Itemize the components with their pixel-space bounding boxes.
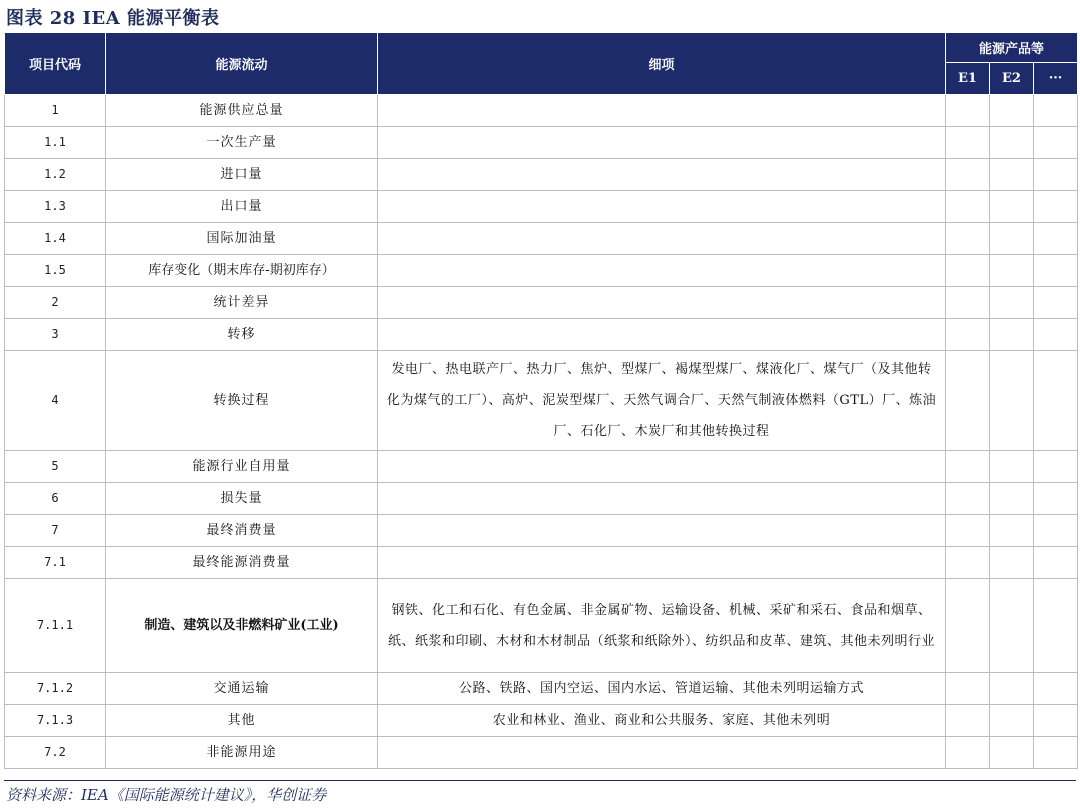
row-detail: [378, 451, 946, 483]
figure-caption: 图表 28 IEA 能源平衡表: [6, 8, 220, 29]
row-flow: 库存变化（期末库存-期初库存）: [106, 255, 378, 287]
cell-e2: [990, 191, 1034, 223]
row-flow: 能源行业自用量: [106, 451, 378, 483]
header-detail: 细项: [378, 33, 946, 95]
table-row: [5, 351, 1078, 451]
cell-more: [1034, 319, 1078, 351]
row-flow: 其他: [106, 705, 378, 737]
cell-more: [1034, 287, 1078, 319]
cell-more: [1034, 579, 1078, 673]
table-row: [5, 287, 1078, 319]
header-e2: E2: [990, 63, 1034, 95]
cell-more: [1034, 673, 1078, 705]
row-code: 6: [5, 483, 106, 515]
cell-e2: [990, 255, 1034, 287]
row-detail: [378, 95, 946, 127]
row-detail: [378, 255, 946, 287]
cell-e2: [990, 159, 1034, 191]
cell-e2: [990, 547, 1034, 579]
table-row: [5, 319, 1078, 351]
cell-e1: [946, 705, 990, 737]
cell-more: [1034, 351, 1078, 451]
cell-e1: [946, 737, 990, 769]
cell-e2: [990, 515, 1034, 547]
table-row: [5, 451, 1078, 483]
cell-e1: [946, 319, 990, 351]
table-row: [5, 483, 1078, 515]
header-flow: 能源流动: [106, 33, 378, 95]
cell-more: [1034, 515, 1078, 547]
cell-e1: [946, 287, 990, 319]
cell-e1: [946, 95, 990, 127]
table-row: [5, 515, 1078, 547]
row-detail: [378, 223, 946, 255]
row-detail: 钢铁、化工和石化、有色金属、非金属矿物、运输设备、机械、采矿和采石、食品和烟草、纸、纸浆和印刷、木材和木材制品（纸浆和纸除外）、纺织品和皮革、建筑、其他未列明行业: [378, 579, 946, 673]
row-flow: 出口量: [106, 191, 378, 223]
table-row: [5, 223, 1078, 255]
row-flow: 统计差异: [106, 287, 378, 319]
row-code: 1.4: [5, 223, 106, 255]
row-code: 1.5: [5, 255, 106, 287]
row-flow: 国际加油量: [106, 223, 378, 255]
cell-more: [1034, 451, 1078, 483]
row-flow: 交通运输: [106, 673, 378, 705]
table-row: [5, 159, 1078, 191]
table-row: [5, 705, 1078, 737]
cell-e1: [946, 127, 990, 159]
row-detail: [378, 287, 946, 319]
cell-e2: [990, 673, 1034, 705]
cell-e1: [946, 673, 990, 705]
table-row: [5, 547, 1078, 579]
cell-more: [1034, 95, 1078, 127]
row-detail: [378, 319, 946, 351]
row-code: 7: [5, 515, 106, 547]
table-row: [5, 255, 1078, 287]
source-note: 资料来源：IEA《国际能源统计建议》，华创证券: [6, 786, 327, 804]
cell-e2: [990, 319, 1034, 351]
row-code: 7.1.2: [5, 673, 106, 705]
table-row: [5, 127, 1078, 159]
energy-balance-table: [4, 32, 1078, 769]
row-detail: [378, 483, 946, 515]
cell-e1: [946, 579, 990, 673]
row-code: 7.1.3: [5, 705, 106, 737]
cell-e1: [946, 483, 990, 515]
row-detail: [378, 191, 946, 223]
row-detail: [378, 159, 946, 191]
row-flow: 损失量: [106, 483, 378, 515]
cell-e2: [990, 737, 1034, 769]
row-flow: 能源供应总量: [106, 95, 378, 127]
row-detail: [378, 515, 946, 547]
cell-e1: [946, 191, 990, 223]
row-detail: 农业和林业、渔业、商业和公共服务、家庭、其他未列明: [378, 705, 946, 737]
cell-e2: [990, 95, 1034, 127]
row-flow: 一次生产量: [106, 127, 378, 159]
row-code: 3: [5, 319, 106, 351]
row-flow: 转换过程: [106, 351, 378, 451]
row-flow: 制造、建筑以及非燃料矿业(工业): [106, 579, 378, 673]
cell-e1: [946, 451, 990, 483]
cell-more: [1034, 483, 1078, 515]
cell-e2: [990, 287, 1034, 319]
row-flow: 非能源用途: [106, 737, 378, 769]
cell-e2: [990, 483, 1034, 515]
cell-e2: [990, 127, 1034, 159]
header-more: ···: [1034, 63, 1078, 95]
cell-e2: [990, 223, 1034, 255]
row-code: 5: [5, 451, 106, 483]
cell-more: [1034, 737, 1078, 769]
row-flow: 转移: [106, 319, 378, 351]
cell-e2: [990, 579, 1034, 673]
header-products: 能源产品等: [946, 33, 1078, 63]
table-row: [5, 95, 1078, 127]
row-detail: 公路、铁路、国内空运、国内水运、管道运输、其他未列明运输方式: [378, 673, 946, 705]
cell-e1: [946, 351, 990, 451]
table-row: [5, 191, 1078, 223]
row-detail: [378, 127, 946, 159]
row-code: 7.1: [5, 547, 106, 579]
cell-e1: [946, 255, 990, 287]
cell-more: [1034, 547, 1078, 579]
table-row: [5, 579, 1078, 673]
cell-more: [1034, 191, 1078, 223]
header-code: 项目代码: [5, 33, 106, 95]
cell-e2: [990, 451, 1034, 483]
source-divider: [4, 780, 1076, 781]
row-code: 2: [5, 287, 106, 319]
row-code: 4: [5, 351, 106, 451]
cell-more: [1034, 705, 1078, 737]
row-code: 1: [5, 95, 106, 127]
cell-e1: [946, 547, 990, 579]
row-detail: [378, 737, 946, 769]
cell-more: [1034, 127, 1078, 159]
row-code: 7.1.1: [5, 579, 106, 673]
table-row: [5, 673, 1078, 705]
row-detail: [378, 547, 946, 579]
header-e1: E1: [946, 63, 990, 95]
table-row: [5, 737, 1078, 769]
row-flow: 进口量: [106, 159, 378, 191]
cell-e1: [946, 515, 990, 547]
row-code: 1.1: [5, 127, 106, 159]
cell-more: [1034, 159, 1078, 191]
row-flow: 最终消费量: [106, 515, 378, 547]
row-flow: 最终能源消费量: [106, 547, 378, 579]
cell-e2: [990, 351, 1034, 451]
cell-more: [1034, 255, 1078, 287]
row-code: 1.2: [5, 159, 106, 191]
row-code: 7.2: [5, 737, 106, 769]
cell-e1: [946, 159, 990, 191]
cell-e2: [990, 705, 1034, 737]
cell-more: [1034, 223, 1078, 255]
row-code: 1.3: [5, 191, 106, 223]
cell-e1: [946, 223, 990, 255]
row-detail: 发电厂、热电联产厂、热力厂、焦炉、型煤厂、褐煤型煤厂、煤液化厂、煤气厂（及其他转化为煤气的工厂）、高炉、泥炭型煤厂、天然气调合厂、天然气制液体燃料（GTL）厂、炼油厂、石化厂、木炭厂和其他转换过程: [378, 351, 946, 451]
